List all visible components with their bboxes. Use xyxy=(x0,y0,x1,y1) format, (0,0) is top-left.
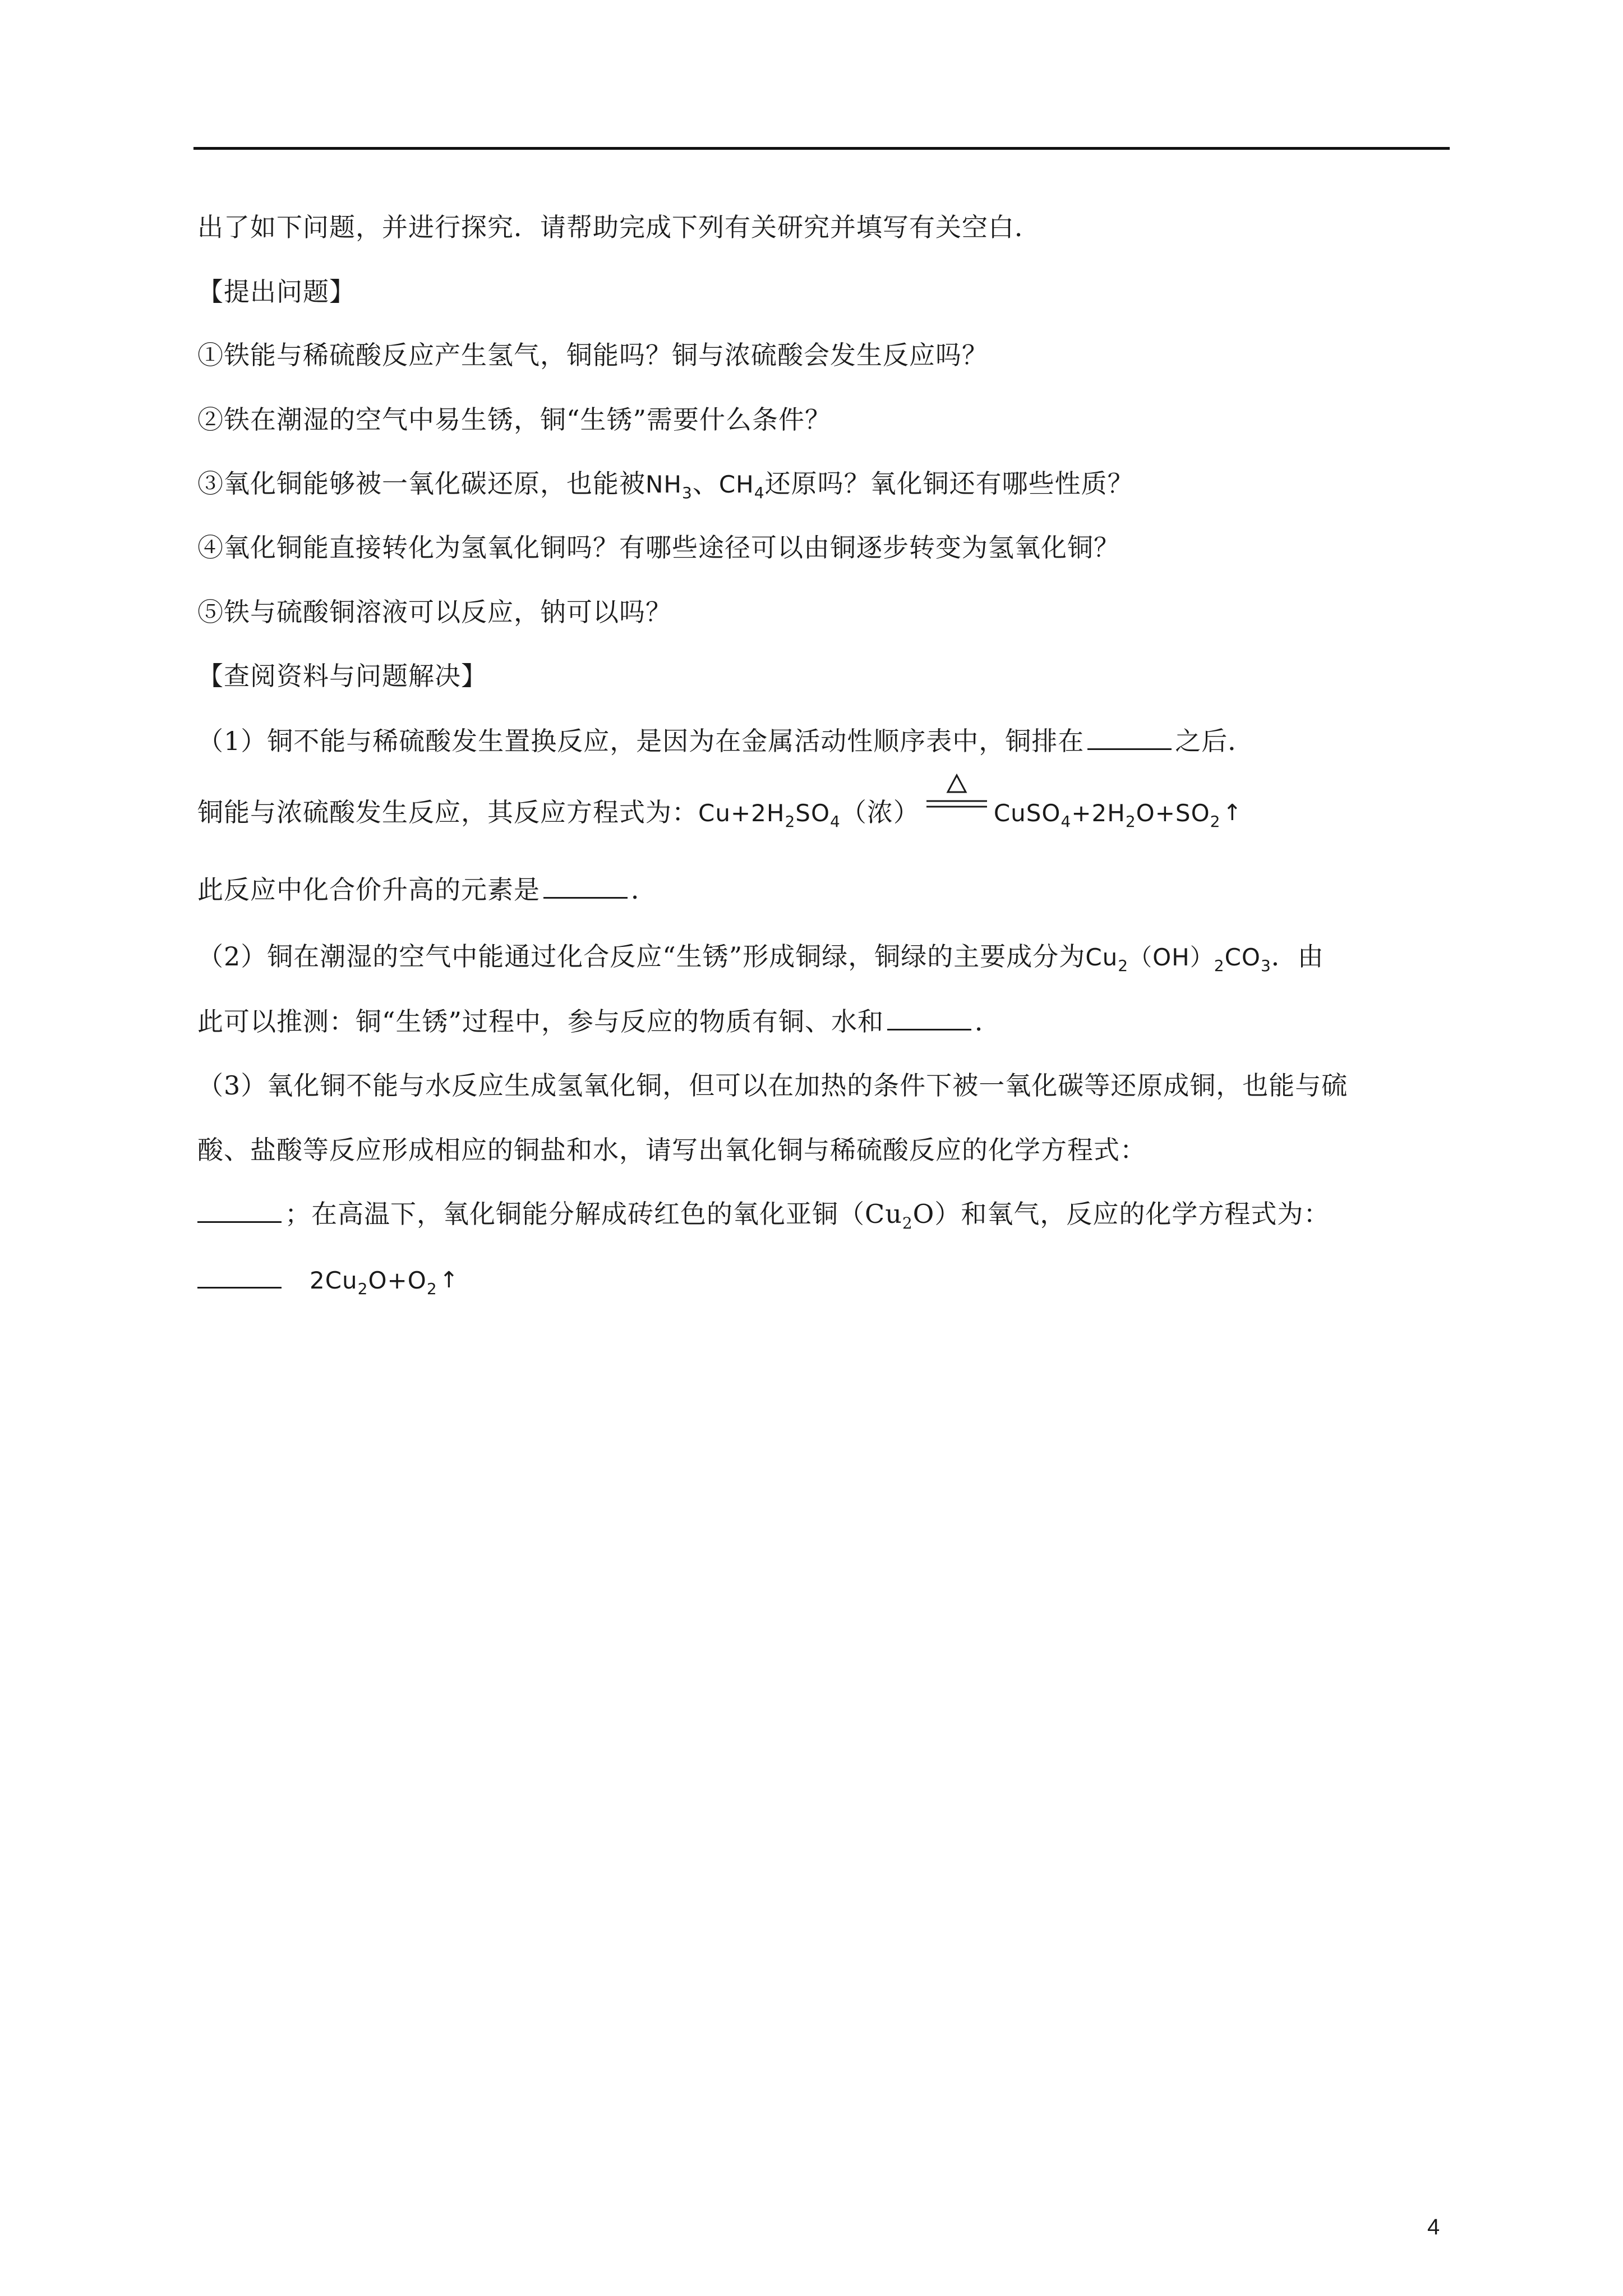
section-heading-questions: 【提出问题】 xyxy=(197,277,356,307)
question-4: ④氧化铜能直接转化为氢氧化铜吗？有哪些途径可以由铜逐步转变为氢氧化铜？ xyxy=(197,532,1120,563)
header-rule xyxy=(193,147,1450,150)
p1-line3: 此反应中化合价升高的元素是 ． xyxy=(197,872,657,907)
gas-arrow-icon: ↑ xyxy=(1223,800,1242,826)
section-heading-research: 【查阅资料与问题解决】 xyxy=(197,661,487,691)
p2-line1: （2）铜在潮湿的空气中能通过化合反应“生锈”形成铜绿，铜绿的主要成分为$Cu_2(OH)_2CO_3$．由 xyxy=(197,941,1324,975)
question-3: ③氧化铜能够被一氧化碳还原，也能被$NH_3$、$CH_4$还原吗？氧化铜还有哪些性质？ xyxy=(197,468,1134,502)
p3-line4 xyxy=(197,1262,459,1297)
page-number: 4 xyxy=(1427,2215,1440,2239)
p2-line2: 此可以推测：铜“生锈”过程中，参与反应的物质有铜、水和 ． xyxy=(197,1004,1001,1038)
q3-suffix: 还原吗？氧化铜还有哪些性质？ xyxy=(764,468,1134,499)
answer-blank-5[interactable] xyxy=(197,1262,282,1289)
answer-blank-1[interactable] xyxy=(1087,724,1172,750)
equation-products: $CuSO_4+2H_2O+SO_2$ xyxy=(993,799,1221,831)
p3-line2: 酸、盐酸等反应形成相应的铜盐和水，请写出氧化铜与稀硫酸反应的化学方程式： xyxy=(197,1135,1146,1165)
formula-nh3: $NH_3$ xyxy=(645,471,693,502)
gas-arrow-icon-2: ↑ xyxy=(439,1267,459,1293)
question-1: ①铁能与稀硫酸反应产生氢气，铜能吗？铜与浓硫酸会发生反应吗？ xyxy=(197,340,988,370)
equation-cu2o-o2: $2Cu_2O+O_2$ xyxy=(310,1267,437,1298)
equation-cu-h2so4: $Cu+2H_2SO_4$ xyxy=(698,799,841,831)
answer-blank-3[interactable] xyxy=(887,1004,971,1030)
answer-blank-4[interactable] xyxy=(197,1197,282,1223)
p1-line1: （1）铜不能与稀硫酸发生置换反应，是因为在金属活动性顺序表中，铜排在 之后． xyxy=(197,724,1254,758)
q3-prefix: ③氧化铜能够被一氧化碳还原，也能被 xyxy=(197,468,645,499)
p3-line3: ；在高温下，氧化铜能分解成砖红色的氧化亚铜$(Cu_2O)$和氧气，反应的化学方程式为： xyxy=(197,1197,1330,1231)
p1-line2: 铜能与浓硫酸发生反应，其反应方程式为：$Cu+2H_2SO_4$（浓） $CuSO_4+2H_2O+SO_2$ ↑ xyxy=(197,791,1242,830)
heat-equals-icon xyxy=(923,791,990,825)
formula-basic-copper-carbonate: $Cu_2(OH)_2CO_3$ xyxy=(1085,944,1271,975)
question-2: ②铁在潮湿的空气中易生锈，铜“生锈”需要什么条件？ xyxy=(197,404,832,435)
question-5: ⑤铁与硫酸铜溶液可以反应，钠可以吗？ xyxy=(197,597,672,627)
answer-blank-2[interactable] xyxy=(543,872,628,899)
p3-line1: （3）氧化铜不能与水反应生成氢氧化铜，但可以在加热的条件下被一氧化碳等还原成铜，也能与硫 xyxy=(197,1070,1348,1101)
intro-text: 出了如下问题，并进行探究．请帮助完成下列有关研究并填写有关空白． xyxy=(197,212,1041,242)
formula-ch4: $CH_4$ xyxy=(718,471,765,502)
